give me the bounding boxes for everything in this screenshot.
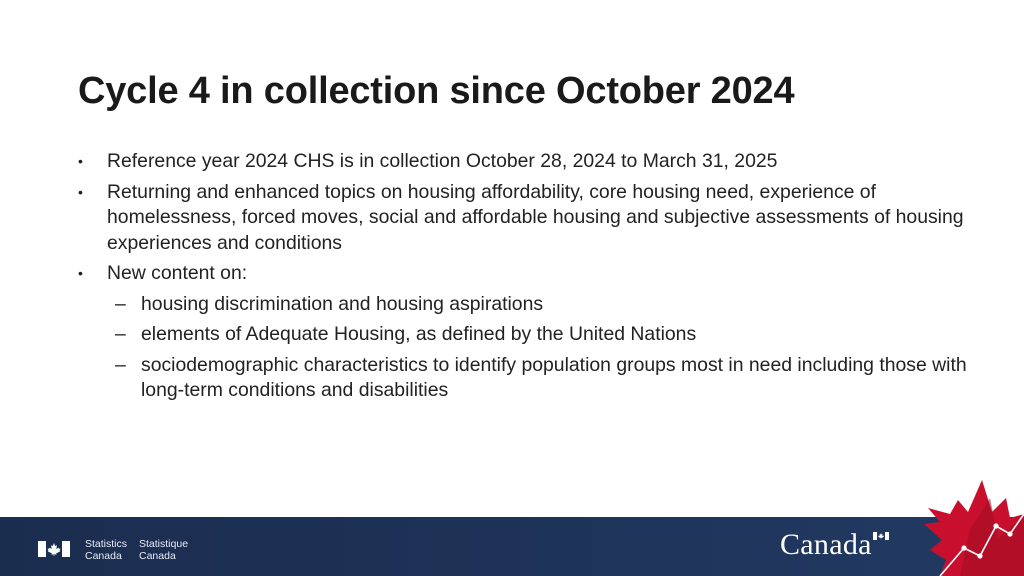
bullet-glyph: •	[78, 153, 83, 169]
maple-leaf-graphic-icon	[920, 478, 1024, 576]
slide-title: Cycle 4 in collection since October 2024	[78, 70, 795, 112]
agency-name-english	[85, 539, 127, 562]
bullet-item	[78, 180, 968, 257]
bullet-text: Reference year 2024 CHS is in collection October 28, 2024 to March 31, 2025	[107, 150, 778, 172]
sub-bullet-item	[78, 322, 968, 348]
agency-en-line2: Canada	[85, 549, 122, 562]
bullet-item	[78, 261, 968, 287]
sub-bullet-text: elements of Adequate Housing, as defined by the United Nations	[141, 323, 697, 345]
bullet-text: Returning and enhanced topics on housing affordability, core housing need, experience of homelessness, forced moves, social and affordable housing and subjective assessments of housing experiences and conditions	[107, 180, 964, 254]
sub-bullet-text: sociodemographic characteristics to identify population groups most in need including those with long-term conditions and disabilities	[141, 353, 967, 401]
bullet-list	[78, 149, 968, 409]
dash-glyph: –	[115, 353, 126, 376]
canada-wordmark: Canada	[780, 528, 872, 561]
bullet-glyph: •	[78, 183, 83, 200]
agency-fr-line1: Statistique	[139, 538, 189, 550]
dash-glyph: –	[115, 323, 126, 345]
bullet-text: New content on:	[107, 262, 248, 284]
bullet-item	[78, 149, 968, 175]
dash-glyph: –	[115, 292, 126, 315]
agency-en-line1: Statistics	[85, 538, 128, 550]
sub-bullet-item	[78, 292, 968, 318]
sub-bullet-item	[78, 353, 968, 404]
agency-name-french	[139, 539, 188, 562]
wordmark-flag-icon	[873, 532, 889, 540]
sub-bullet-text: housing discrimination and housing aspirations	[141, 292, 544, 315]
canada-flag-icon	[38, 541, 70, 557]
agency-fr-line2: Canada	[139, 549, 176, 562]
bullet-glyph: •	[78, 265, 83, 281]
